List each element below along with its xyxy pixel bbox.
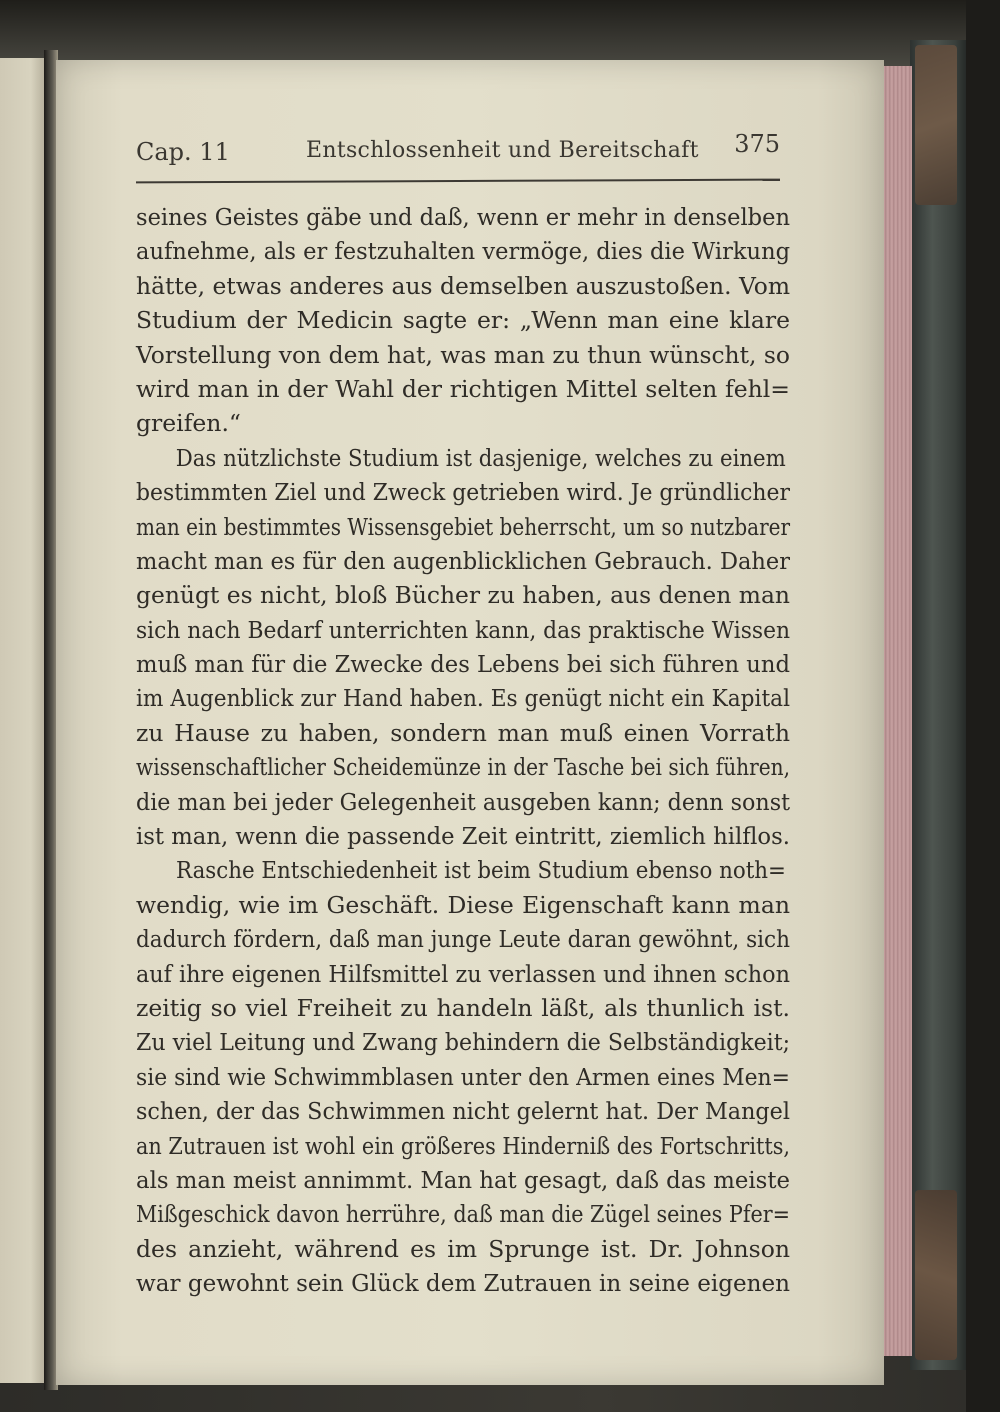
- text-line: wissenschaftlicher Scheidemünze in der Tasche bei sich führen,: [136, 753, 791, 782]
- page-body: [136, 200, 790, 1301]
- text-line: Studium der Medicin sagte er: „Wenn man eine klare: [136, 306, 790, 335]
- text-line: als man meist annimmt. Man hat gesagt, daß das meiste: [136, 1165, 790, 1194]
- text-line: die man bei jeder Gelegenheit ausgeben kann; denn sonst: [136, 787, 791, 816]
- text-line: war gewohnt sein Glück dem Zutrauen in seine eigenen: [136, 1269, 790, 1298]
- text-line: hätte, etwas anderes aus demselben auszustoßen. Vom: [136, 271, 791, 300]
- text-line: wendig, wie im Geschäft. Diese Eigenschaft kann man: [136, 890, 790, 919]
- text-line: seines Geistes gäbe und daß, wenn er mehr in denselben: [136, 203, 791, 231]
- text-line: sie sind wie Schwimmblasen unter den Armen eines Men=: [136, 1062, 790, 1091]
- text-line: macht man es für den augenblicklichen Gebrauch. Daher: [136, 546, 790, 575]
- text-line: Zu viel Leitung und Zwang behindern die Selbständigkeit;: [136, 1028, 791, 1057]
- cover-corner-bottom: [915, 1190, 957, 1360]
- chapter-title: Entschlossenheit und Bereitschaft: [306, 138, 699, 163]
- paragraph-first-line: Rasche Entschiedenheit ist beim Studium ebenso noth=: [175, 856, 786, 885]
- text-line: genügt es nicht, bloß Bücher zu haben, aus denen man: [136, 581, 790, 610]
- running-header: [136, 128, 784, 172]
- text-line: an Zutrauen ist wohl ein größeres Hinderniß des Fortschritts,: [136, 1131, 791, 1160]
- text-line: greifen.“: [136, 409, 241, 438]
- text-line: Mißgeschick davon herrühre, daß man die Zügel seines Pfer=: [136, 1200, 791, 1229]
- text-line: zeitig so viel Freiheit zu handeln läßt, als thunlich ist.: [136, 993, 790, 1022]
- text-line: aufnehme, als er festzuhalten vermöge, dies die Wirkung: [136, 237, 791, 266]
- text-line: schen, der das Schwimmen nicht gelernt hat. Der Mangel: [136, 1097, 790, 1126]
- text-line: bestimmten Ziel und Zweck getrieben wird. Je gründlicher: [136, 478, 790, 507]
- text-line: des anzieht, während es im Sprunge ist. Dr. Johnson: [136, 1234, 790, 1263]
- text-line: zu Hause zu haben, sondern man muß einen Vorrath: [136, 718, 790, 747]
- text-line: im Augenblick zur Hand haben. Es genügt nicht ein Kapital: [136, 684, 791, 713]
- text-line: Vorstellung von dem hat, was man zu thun wünscht, so: [136, 340, 791, 369]
- cover-corner-top: [915, 45, 957, 205]
- facing-page-edge: [0, 58, 47, 1383]
- text-line: auf ihre eigenen Hilfsmittel zu verlassen und ihnen schon: [136, 959, 790, 988]
- chapter-label: Cap. 11: [136, 138, 230, 166]
- paragraph-first-line: Das nützlichste Studium ist dasjenige, welches zu einem: [175, 443, 786, 472]
- book-cover: [910, 40, 966, 1370]
- page-number: 375: [734, 130, 780, 158]
- text-line: wird man in der Wahl der richtigen Mittel selten fehl=: [136, 374, 790, 403]
- text-line: sich nach Bedarf unterrichten kann, das praktische Wissen: [136, 615, 791, 644]
- text-line: muß man für die Zwecke des Lebens bei sich führen und: [136, 650, 791, 679]
- text-line: man ein bestimmtes Wissensgebiet beherrscht, um so nutzbarer: [136, 512, 791, 541]
- scan-right-border: [966, 0, 1000, 1412]
- text-line: ist man, wenn die passende Zeit eintritt, ziemlich hilflos.: [136, 822, 790, 851]
- text-line: dadurch fördern, daß man junge Leute daran gewöhnt, sich: [136, 925, 790, 954]
